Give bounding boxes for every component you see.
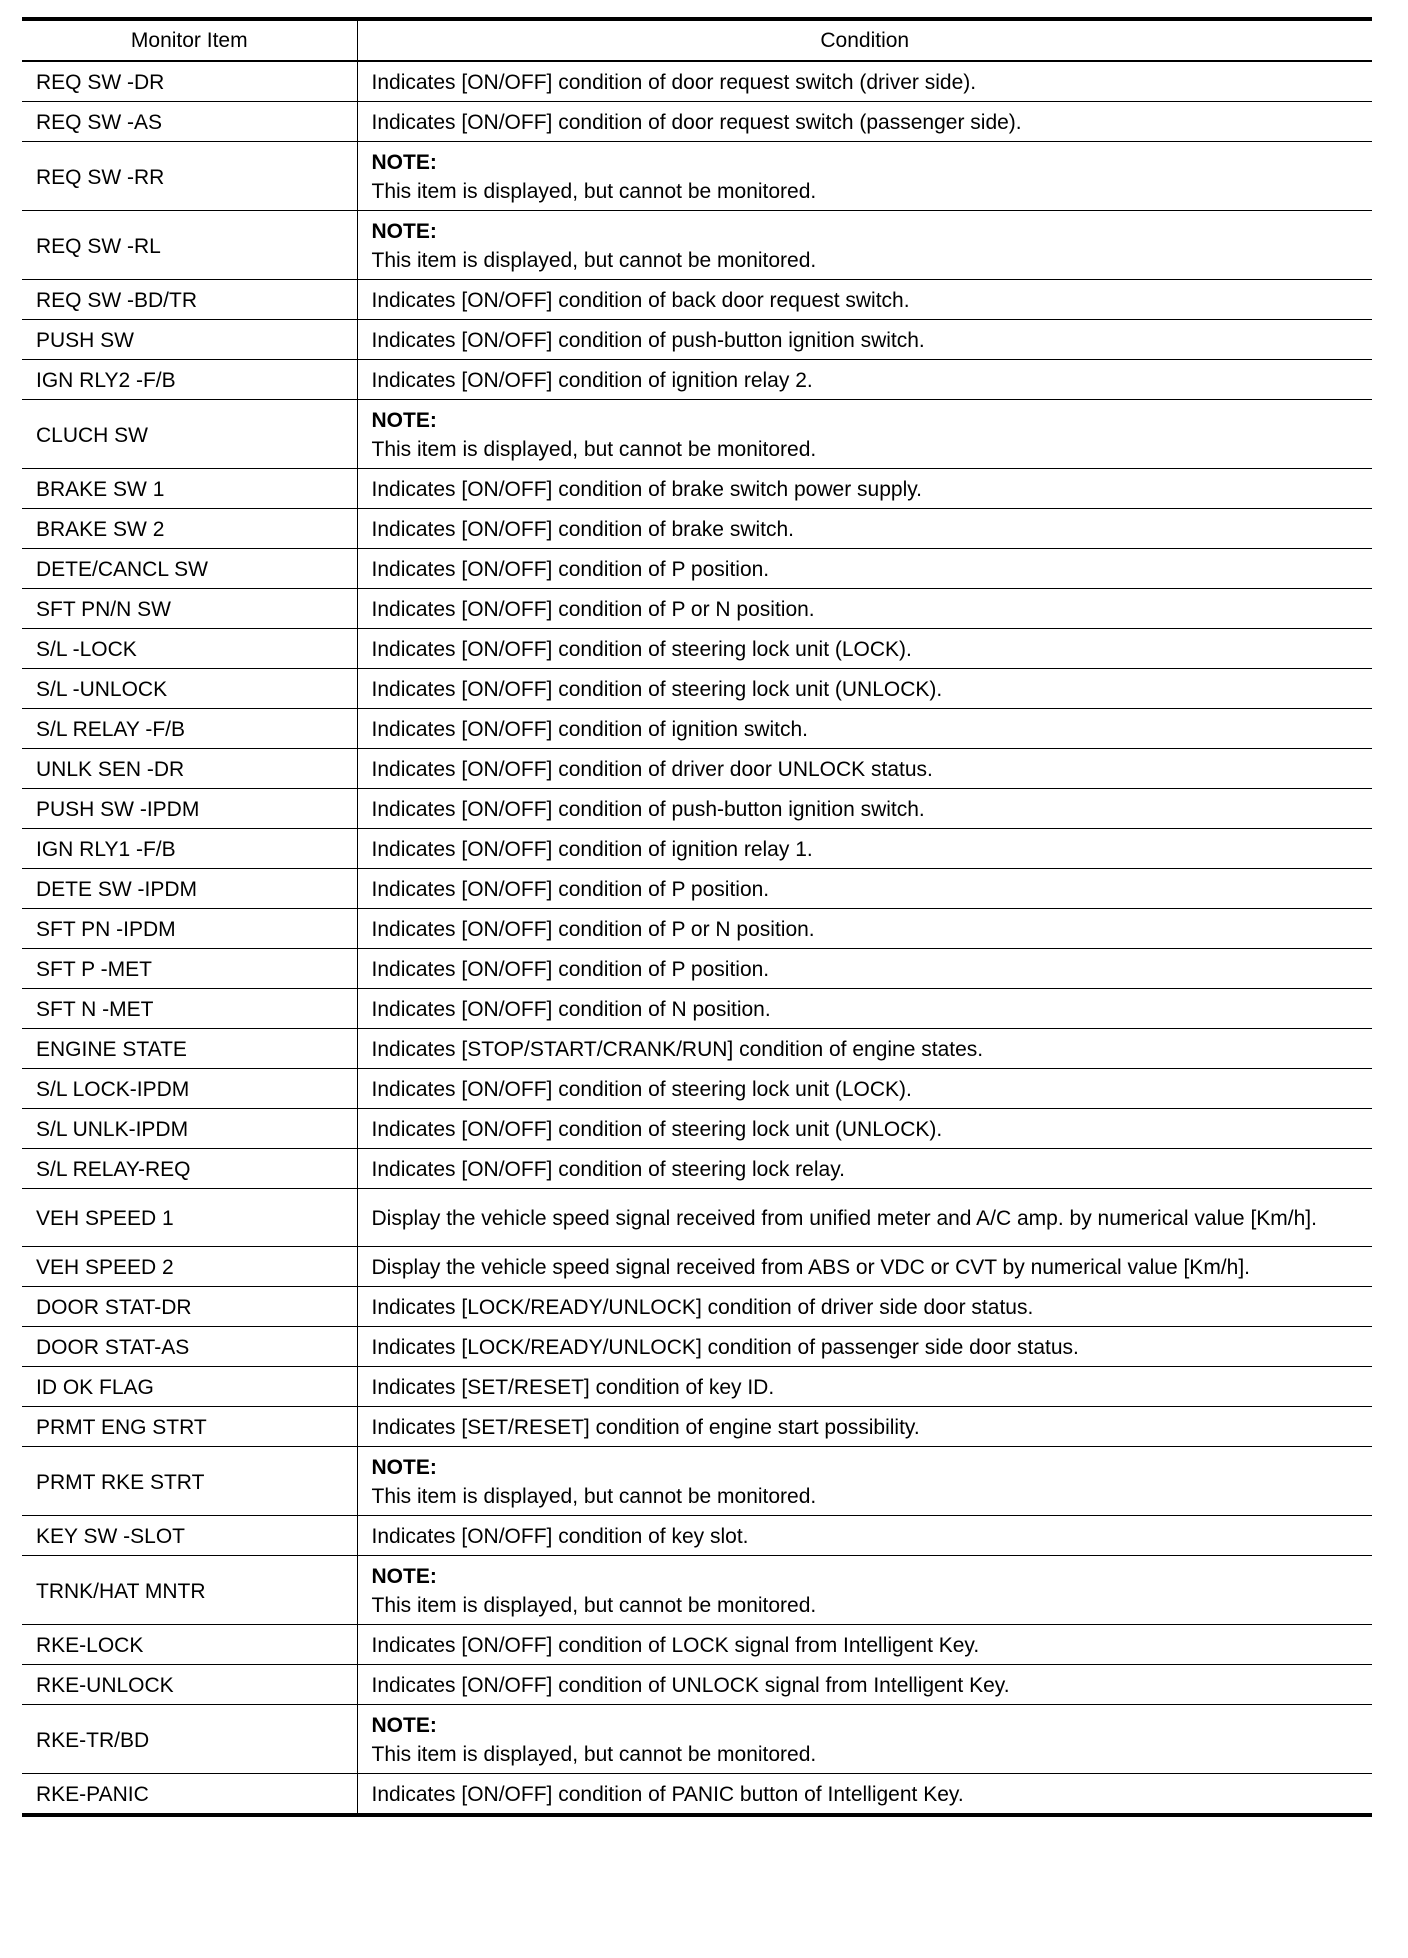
condition-text: Indicates [ON/OFF] condition of push-button ignition switch. [371, 798, 925, 821]
monitor-item-table [22, 17, 1372, 1817]
condition-cell [357, 1665, 1372, 1705]
monitor-item-cell: BRAKE SW 1 [22, 469, 357, 509]
table-row [22, 709, 1372, 749]
monitor-item-cell: REQ SW -BD/TR [22, 280, 357, 320]
table-row [22, 669, 1372, 709]
condition-cell [357, 142, 1372, 211]
table-body [22, 61, 1372, 1815]
header-condition: Condition [357, 19, 1372, 61]
condition-cell [357, 61, 1372, 102]
table-row [22, 1109, 1372, 1149]
condition-cell [357, 1556, 1372, 1625]
table-row [22, 469, 1372, 509]
table-row [22, 1029, 1372, 1069]
monitor-item-cell: S/L LOCK-IPDM [22, 1069, 357, 1109]
monitor-item-cell: UNLK SEN -DR [22, 749, 357, 789]
condition-text: Indicates [ON/OFF] condition of steering lock unit (LOCK). [371, 1078, 912, 1101]
table-row [22, 789, 1372, 829]
condition-cell [357, 549, 1372, 589]
condition-cell [357, 1189, 1372, 1247]
monitor-item-cell: PUSH SW -IPDM [22, 789, 357, 829]
condition-text: Indicates [LOCK/READY/UNLOCK] condition of driver side door status. [371, 1296, 1034, 1320]
monitor-item-cell: S/L -LOCK [22, 629, 357, 669]
condition-cell [357, 1447, 1372, 1516]
note-label: NOTE: [371, 220, 437, 243]
condition-text: Indicates [ON/OFF] condition of ignition switch. [371, 718, 809, 741]
table-row [22, 1774, 1372, 1816]
monitor-item-cell: SFT P -MET [22, 949, 357, 989]
condition-cell [357, 1327, 1372, 1367]
note-label: NOTE: [371, 409, 437, 432]
monitor-item-cell: DETE SW -IPDM [22, 869, 357, 909]
table-row [22, 869, 1372, 909]
monitor-item-cell: REQ SW -AS [22, 102, 357, 142]
table-row [22, 1625, 1372, 1665]
table-row [22, 280, 1372, 320]
monitor-item-cell: ENGINE STATE [22, 1029, 357, 1069]
table-row [22, 549, 1372, 589]
condition-text: Indicates [ON/OFF] condition of steering lock unit (UNLOCK). [371, 1118, 943, 1141]
condition-text: Indicates [ON/OFF] condition of door request switch (passenger side). [371, 111, 1022, 134]
condition-text: Indicates [ON/OFF] condition of UNLOCK signal from Intelligent Key. [371, 1674, 1010, 1698]
monitor-item-cell: DOOR STAT-DR [22, 1287, 357, 1327]
condition-cell [357, 589, 1372, 629]
condition-cell [357, 280, 1372, 320]
condition-cell [357, 869, 1372, 909]
monitor-item-cell: REQ SW -RL [22, 211, 357, 280]
condition-cell [357, 1705, 1372, 1774]
table-row [22, 102, 1372, 142]
monitor-item-cell: PUSH SW [22, 320, 357, 360]
table-row [22, 1367, 1372, 1407]
note-label: NOTE: [371, 1456, 437, 1480]
monitor-item-cell: RKE-LOCK [22, 1625, 357, 1665]
condition-text: This item is displayed, but cannot be monitored. [371, 438, 817, 461]
note-label: NOTE: [371, 151, 437, 174]
monitor-item-cell: PRMT RKE STRT [22, 1447, 357, 1516]
condition-cell [357, 909, 1372, 949]
condition-cell [357, 1069, 1372, 1109]
condition-text: Indicates [ON/OFF] condition of steering lock unit (LOCK). [371, 638, 912, 661]
condition-text: This item is displayed, but cannot be monitored. [371, 180, 817, 203]
condition-text: Display the vehicle speed signal received from unified meter and A/C amp. by numerical value [Km/h]. [371, 1207, 1317, 1231]
condition-cell [357, 360, 1372, 400]
monitor-item-cell: S/L -UNLOCK [22, 669, 357, 709]
condition-cell [357, 1625, 1372, 1665]
condition-text: Indicates [ON/OFF] condition of P or N position. [371, 918, 815, 941]
monitor-item-cell: VEH SPEED 2 [22, 1247, 357, 1287]
condition-text: Indicates [ON/OFF] condition of brake switch power supply. [371, 478, 923, 501]
condition-text: Indicates [SET/RESET] condition of key ID. [371, 1376, 775, 1400]
condition-cell [357, 400, 1372, 469]
condition-cell [357, 789, 1372, 829]
condition-cell [357, 1774, 1372, 1816]
table-row [22, 1287, 1372, 1327]
condition-cell [357, 829, 1372, 869]
table-row [22, 1069, 1372, 1109]
table-row [22, 829, 1372, 869]
monitor-item-cell: IGN RLY2 -F/B [22, 360, 357, 400]
monitor-item-cell: TRNK/HAT MNTR [22, 1556, 357, 1625]
monitor-item-cell: BRAKE SW 2 [22, 509, 357, 549]
condition-text: Indicates [ON/OFF] condition of ignition relay 1. [371, 838, 813, 861]
condition-text: Indicates [ON/OFF] condition of brake switch. [371, 518, 795, 541]
monitor-item-cell: CLUCH SW [22, 400, 357, 469]
table-row [22, 1516, 1372, 1556]
condition-text: This item is displayed, but cannot be monitored. [371, 1743, 817, 1767]
monitor-item-cell: ID OK FLAG [22, 1367, 357, 1407]
table-row [22, 1665, 1372, 1705]
monitor-item-cell: RKE-UNLOCK [22, 1665, 357, 1705]
monitor-item-cell: S/L RELAY -F/B [22, 709, 357, 749]
table-row [22, 1189, 1372, 1247]
condition-cell [357, 629, 1372, 669]
condition-text: Indicates [ON/OFF] condition of P or N position. [371, 598, 815, 621]
table-row [22, 629, 1372, 669]
condition-text: Indicates [ON/OFF] condition of N position. [371, 998, 771, 1021]
monitor-item-cell: SFT N -MET [22, 989, 357, 1029]
table-header [22, 19, 1372, 61]
condition-text: Indicates [STOP/START/CRANK/RUN] condition of engine states. [371, 1038, 984, 1061]
monitor-item-cell: PRMT ENG STRT [22, 1407, 357, 1447]
monitor-item-cell: RKE-TR/BD [22, 1705, 357, 1774]
table-row [22, 1407, 1372, 1447]
table-row [22, 1327, 1372, 1367]
monitor-item-cell: IGN RLY1 -F/B [22, 829, 357, 869]
condition-text: Indicates [ON/OFF] condition of P position. [371, 958, 770, 981]
header-monitor-item: Monitor Item [22, 19, 357, 61]
table-row [22, 400, 1372, 469]
monitor-item-cell: REQ SW -DR [22, 61, 357, 102]
note-label: NOTE: [371, 1714, 437, 1738]
condition-cell [357, 1247, 1372, 1287]
table-row [22, 749, 1372, 789]
monitor-item-cell: REQ SW -RR [22, 142, 357, 211]
condition-cell [357, 1407, 1372, 1447]
table-row [22, 61, 1372, 102]
table-row [22, 989, 1372, 1029]
table-row [22, 1149, 1372, 1189]
condition-text: Indicates [ON/OFF] condition of steering lock relay. [371, 1158, 845, 1181]
table-row [22, 909, 1372, 949]
monitor-item-cell: VEH SPEED 1 [22, 1189, 357, 1247]
condition-text: Indicates [ON/OFF] condition of ignition relay 2. [371, 369, 813, 392]
condition-cell [357, 669, 1372, 709]
condition-cell [357, 509, 1372, 549]
condition-cell [357, 949, 1372, 989]
condition-text: Display the vehicle speed signal received from ABS or VDC or CVT by numerical value [Km/h]. [371, 1256, 1250, 1280]
condition-cell [357, 1287, 1372, 1327]
condition-cell [357, 211, 1372, 280]
condition-cell [357, 1367, 1372, 1407]
condition-cell [357, 1516, 1372, 1556]
table-row [22, 509, 1372, 549]
condition-text: Indicates [ON/OFF] condition of PANIC button of Intelligent Key. [371, 1783, 964, 1807]
table-row [22, 320, 1372, 360]
condition-text: Indicates [SET/RESET] condition of engine start possibility. [371, 1416, 920, 1440]
condition-text: Indicates [ON/OFF] condition of back door request switch. [371, 289, 910, 312]
table-row [22, 949, 1372, 989]
table-row [22, 589, 1372, 629]
monitor-item-cell: S/L RELAY-REQ [22, 1149, 357, 1189]
condition-cell [357, 1109, 1372, 1149]
condition-text: This item is displayed, but cannot be monitored. [371, 249, 817, 272]
condition-cell [357, 1029, 1372, 1069]
monitor-item-cell: DOOR STAT-AS [22, 1327, 357, 1367]
condition-cell [357, 102, 1372, 142]
condition-text: Indicates [LOCK/READY/UNLOCK] condition of passenger side door status. [371, 1336, 1079, 1360]
table-row [22, 211, 1372, 280]
monitor-item-cell: S/L UNLK-IPDM [22, 1109, 357, 1149]
monitor-item-cell: SFT PN/N SW [22, 589, 357, 629]
condition-text: Indicates [ON/OFF] condition of door request switch (driver side). [371, 71, 977, 94]
header-row [22, 19, 1372, 61]
condition-cell [357, 989, 1372, 1029]
table-row [22, 1705, 1372, 1774]
table-row [22, 360, 1372, 400]
condition-text: Indicates [ON/OFF] condition of push-button ignition switch. [371, 329, 925, 352]
table-row [22, 1556, 1372, 1625]
monitor-item-cell: RKE-PANIC [22, 1774, 357, 1816]
condition-cell [357, 749, 1372, 789]
condition-cell [357, 469, 1372, 509]
note-label: NOTE: [371, 1565, 437, 1589]
condition-text: Indicates [ON/OFF] condition of P position. [371, 878, 770, 901]
monitor-item-cell: KEY SW -SLOT [22, 1516, 357, 1556]
condition-text: Indicates [ON/OFF] condition of steering lock unit (UNLOCK). [371, 678, 943, 701]
table-row [22, 1247, 1372, 1287]
condition-cell [357, 709, 1372, 749]
monitor-item-cell: SFT PN -IPDM [22, 909, 357, 949]
condition-cell [357, 1149, 1372, 1189]
condition-text: Indicates [ON/OFF] condition of LOCK signal from Intelligent Key. [371, 1634, 980, 1658]
monitor-item-cell: DETE/CANCL SW [22, 549, 357, 589]
condition-text: This item is displayed, but cannot be monitored. [371, 1594, 817, 1618]
condition-cell [357, 320, 1372, 360]
condition-text: This item is displayed, but cannot be monitored. [371, 1485, 817, 1509]
condition-text: Indicates [ON/OFF] condition of key slot. [371, 1525, 749, 1549]
table-row [22, 142, 1372, 211]
condition-text: Indicates [ON/OFF] condition of P position. [371, 558, 770, 581]
condition-text: Indicates [ON/OFF] condition of driver door UNLOCK status. [371, 758, 933, 781]
table-row [22, 1447, 1372, 1516]
